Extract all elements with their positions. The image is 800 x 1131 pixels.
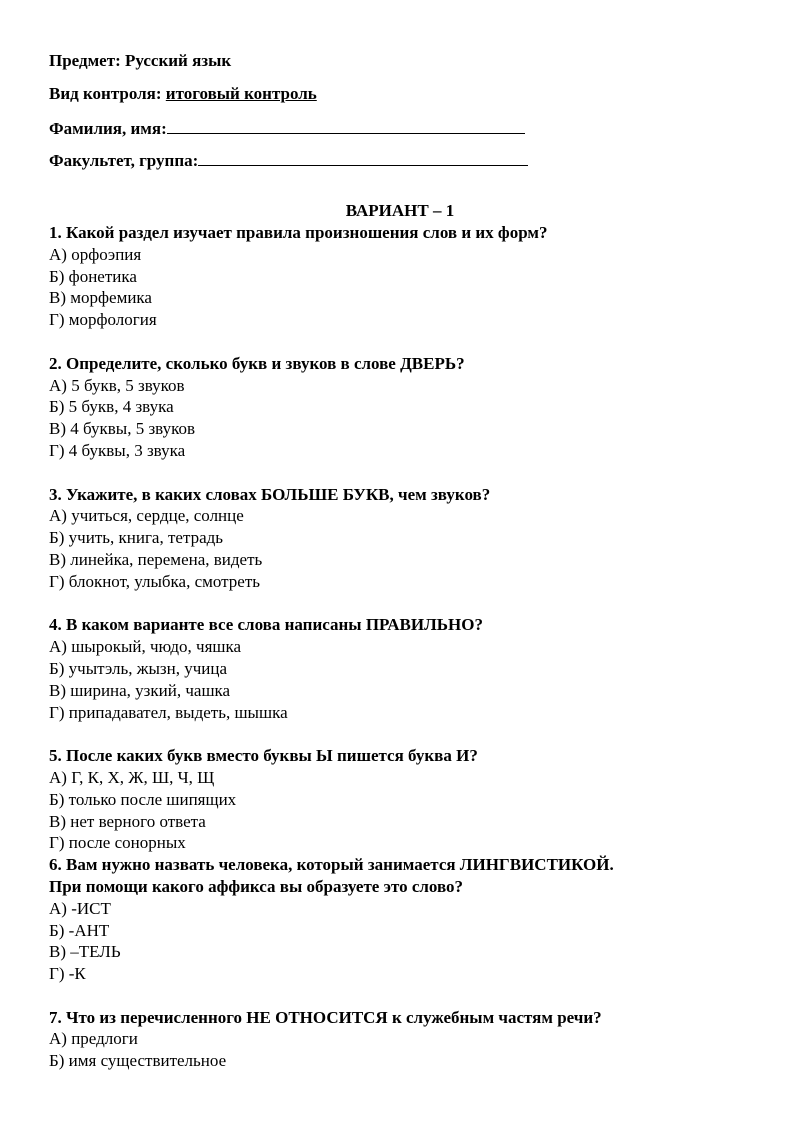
question-text-line-2: При помощи какого аффикса вы образуете это слово? <box>49 876 464 896</box>
answer-option: Г) после сонорных <box>49 833 186 853</box>
answer-option: А) 5 букв, 5 звуков <box>49 375 185 395</box>
quiz <box>49 222 769 1072</box>
faculty-row <box>49 149 528 171</box>
question-text: 7. Что из перечисленного НЕ ОТНОСИТСЯ к служебным частям речи? <box>49 1007 602 1027</box>
question-text: 2. Определите, сколько букв и звуков в слове ДВЕРЬ? <box>49 353 465 373</box>
faculty-label: Факультет, группа: <box>49 151 199 170</box>
answer-option: В) линейка, перемена, видеть <box>49 549 263 569</box>
answer-option: В) 4 буквы, 5 звуков <box>49 419 196 439</box>
answer-option: В) –ТЕЛЬ <box>49 942 121 962</box>
control-value: итоговый контроль <box>165 84 317 103</box>
answer-option: А) орфоэпия <box>49 244 142 264</box>
answer-option: Б) 5 букв, 4 звука <box>49 397 174 417</box>
name-label: Фамилия, имя: <box>49 119 167 138</box>
question-text: 5. После каких букв вместо буквы Ы пишется буква И? <box>49 746 478 766</box>
question-text: 4. В каком варианте все слова написаны ПРАВИЛЬНО? <box>49 615 483 635</box>
answer-option: Б) только после шипящих <box>49 789 237 809</box>
question-4 <box>49 614 769 723</box>
question-text-line-1: 6. Вам нужно назвать человека, который занимается ЛИНГВИСТИКОЙ. <box>49 855 614 875</box>
answer-option: Г) блокнот, улыбка, смотреть <box>49 571 261 591</box>
faculty-blank-line <box>198 149 528 166</box>
answer-option: Б) фонетика <box>49 266 137 286</box>
answer-option: А) Г, К, Х, Ж, Ш, Ч, Щ <box>49 767 215 787</box>
answer-option: Г) -К <box>49 964 86 984</box>
question-5 <box>49 745 769 854</box>
question-1 <box>49 222 769 331</box>
question-text: 1. Какой раздел изучает правила произношения слов и их форм? <box>49 223 548 242</box>
answer-option: Г) припадавател, выдеть, шышка <box>49 702 288 722</box>
control-row <box>49 84 317 104</box>
answer-option: В) нет верного ответа <box>49 811 206 831</box>
answer-option: А) -ИСТ <box>49 898 111 918</box>
name-row <box>49 117 525 139</box>
answer-option: Б) учытэль, жызн, учица <box>49 658 227 678</box>
answer-option: Б) -АНТ <box>49 920 110 940</box>
control-label: Вид контроля: <box>49 84 162 103</box>
subject-value: Русский язык <box>125 51 232 70</box>
question-6 <box>49 854 769 985</box>
question-3 <box>49 484 769 593</box>
answer-option: Г) 4 буквы, 3 звука <box>49 440 186 460</box>
question-text: 3. Укажите, в каких словах БОЛЬШЕ БУКВ, чем звуков? <box>49 484 491 504</box>
answer-option: В) морфемика <box>49 288 152 308</box>
question-7 <box>49 1007 769 1072</box>
variant-title: ВАРИАНТ – 1 <box>345 201 455 220</box>
question-2 <box>49 353 769 462</box>
answer-option: А) предлоги <box>49 1029 138 1049</box>
answer-option: А) шырокый, чюдо, чяшка <box>49 637 242 657</box>
answer-option: Г) морфология <box>49 310 157 330</box>
answer-option: А) учиться, сердце, солнце <box>49 506 244 526</box>
name-blank-line <box>167 117 525 134</box>
subject-row <box>49 51 231 71</box>
subject-label: Предмет: <box>49 51 121 70</box>
answer-option: Б) имя существительное <box>49 1051 227 1071</box>
answer-option: В) ширина, узкий, чашка <box>49 680 231 700</box>
answer-option: Б) учить, книга, тетрадь <box>49 528 224 548</box>
